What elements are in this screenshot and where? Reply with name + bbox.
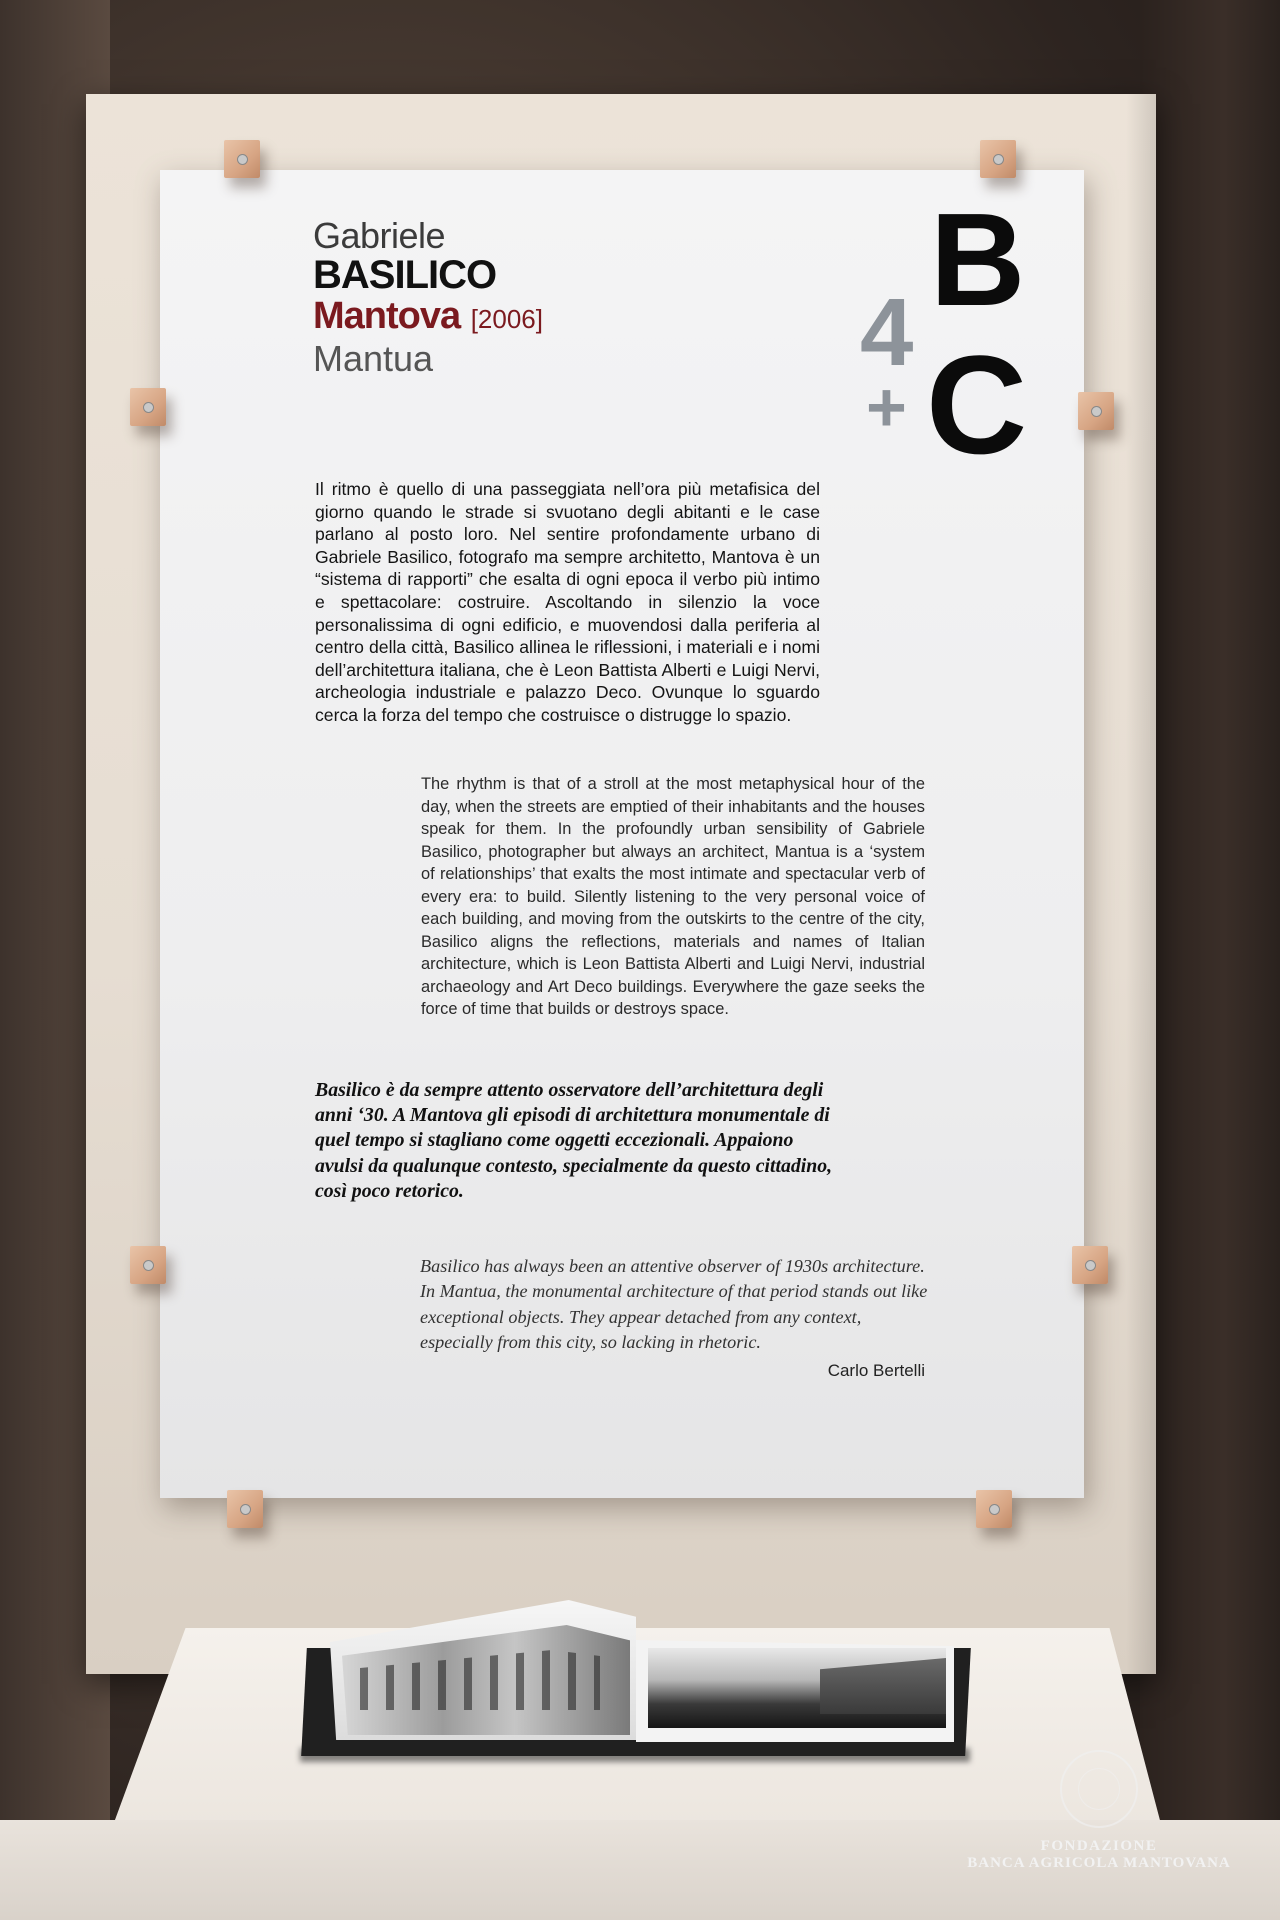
quote-author: Carlo Bertelli [827, 1361, 925, 1380]
city-english: Mantua [313, 338, 434, 379]
last-name: BASILICO [313, 253, 497, 297]
artist-header [313, 215, 543, 379]
mounting-peg [227, 1490, 263, 1528]
mounting-peg [976, 1490, 1012, 1528]
foundation-seal-icon [1060, 1750, 1138, 1828]
city-italian: Mantova [313, 295, 461, 337]
right-wall [1140, 0, 1280, 1920]
mounting-peg [130, 1246, 166, 1284]
italian-description: Il ritmo è quello di una passeggiata nell’ora più metafisica del giorno quando le strade si svuotano degli abitanti e le case parlano al posto loro. Nel sentire profondamente urbano di Gabriele Basilico, fotografo ma sempre architetto, Mantova è un “sistema di rapporti” che esalta di ogni epoca il verbo più intimo e spettacolare: costruire. Ascoltando in silenzio la voce personalissima di ogni edificio, e muovendosi dalla periferia al centro della città, Basilico allinea le riflessioni, i materiali e i nomi dell’architettura italiana, che è Leon Battista Alberti e Luigi Nervi, archeologia industriale e palazzo Deco. Ovunque lo sguardo cerca la forza del tempo che costruisce o distrugge lo spazio. [315, 479, 820, 725]
mounting-peg [130, 388, 166, 426]
english-description: The rhythm is that of a stroll at the most metaphysical hour of the day, when the streets are emptied of their inhabitants and the houses speak for them. In the profoundly urban sensibility of Gabriele Basilico, photographer but always an architect, Mantua is a ‘system of relationships’ that exalts the most intimate and spectacular verb of every era: to build. Silently listening to the very personal voice of each building, and moving from the outskirts to the centre of the city, Basilico aligns the reflections, materials and names of Italian architecture, which is Leon Battista Alberti and Luigi Nervi, industrial archaeology and Art Deco buildings. Everywhere the gaze seeks the force of time that builds or destroys space. [421, 775, 925, 1018]
logo-letter-b: B [930, 186, 1026, 333]
mounting-peg [1072, 1246, 1108, 1284]
watermark-line1: FONDAZIONE [1040, 1838, 1158, 1854]
mounting-peg [980, 140, 1016, 178]
mounting-peg [1078, 392, 1114, 430]
logo-number: 4 [860, 279, 914, 386]
first-name: Gabriele [313, 215, 446, 256]
italian-quote: Basilico è da sempre attento osservatore dell’architettura degli anni ‘30. A Mantova gli episodi di architettura monumentale di quel tempo si stagliano come oggetti eccezionali. Appaiono avulsi da qualunque contesto, specialmente da questo cittadino, così poco retorico. [315, 1079, 833, 1202]
english-quote: Basilico has always been an attentive observer of 1930s architecture. In Mantua, the monumental architecture of that period stands out like exceptional objects. They appear detached from any context, especially from this city, so lacking in rhetoric. [420, 1256, 928, 1352]
work-title [313, 296, 543, 339]
mounting-peg [224, 140, 260, 178]
watermark-line2: BANCA AGRICOLA MANTOVANA [967, 1855, 1231, 1871]
logo-plus: + [866, 368, 907, 446]
work-year: [2006] [470, 304, 543, 334]
foundation-watermark [964, 1750, 1234, 1872]
logo-letter-c: C [926, 326, 1028, 483]
